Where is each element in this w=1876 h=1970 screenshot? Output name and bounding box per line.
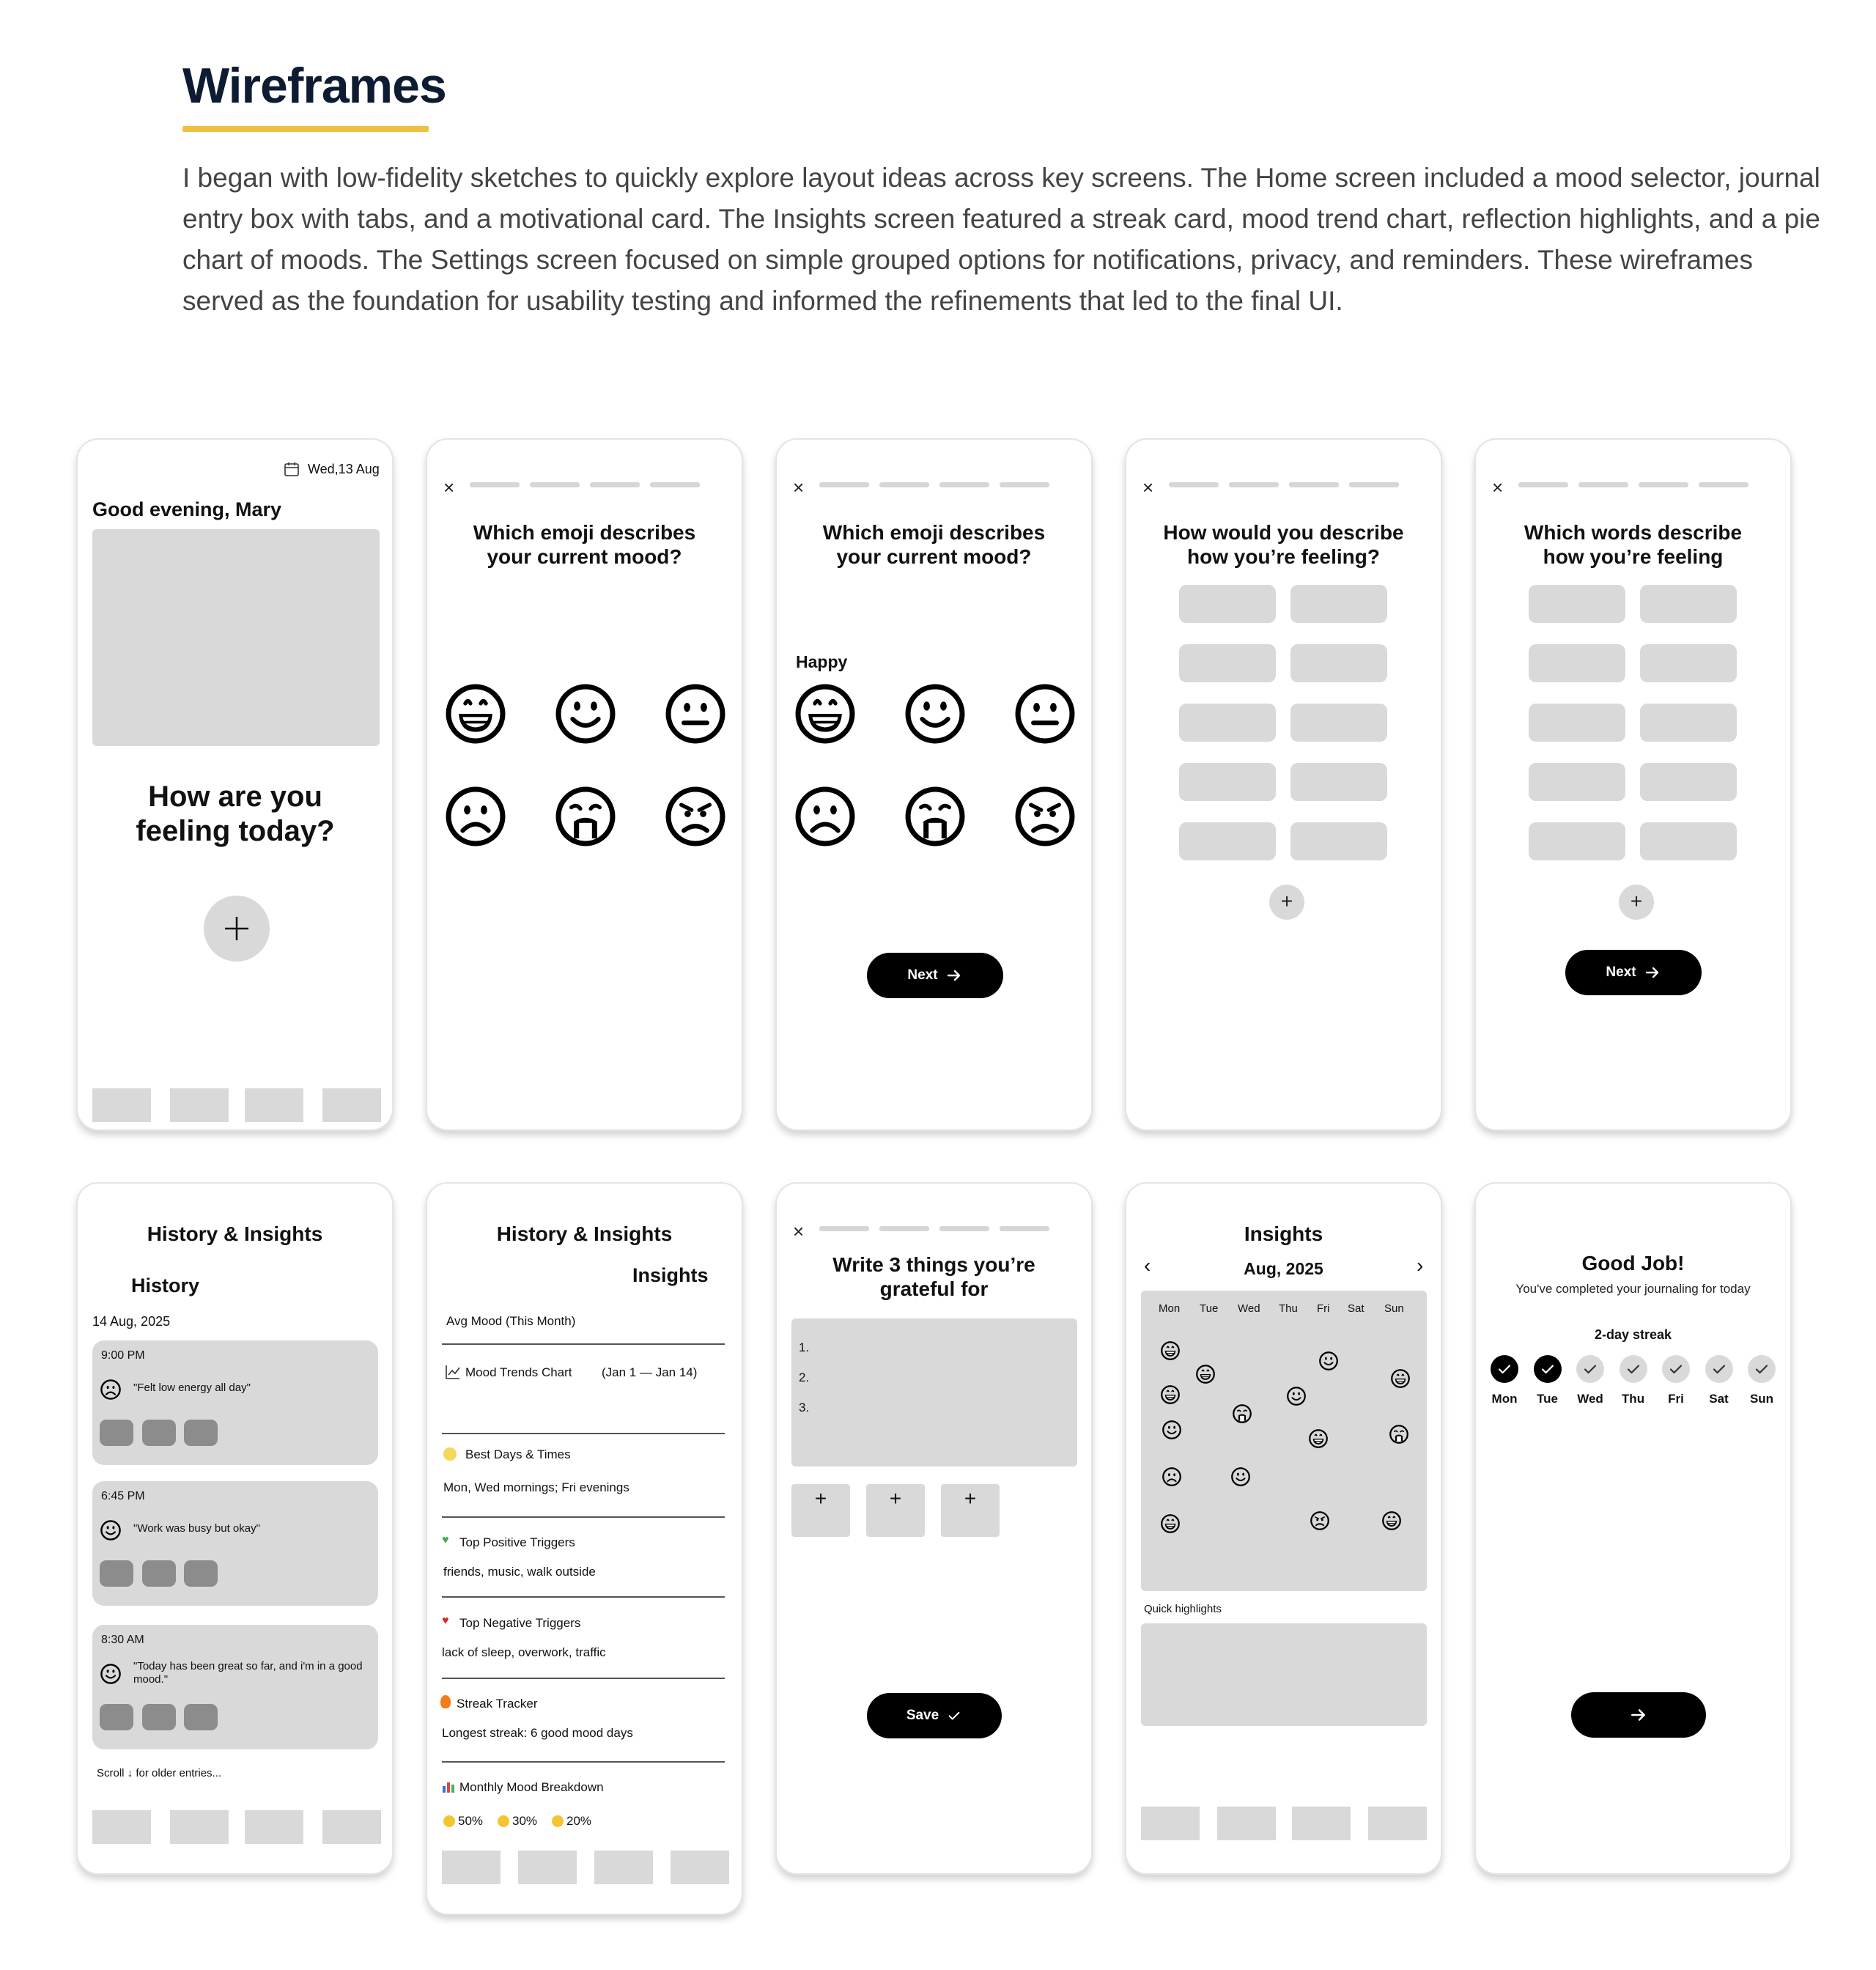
feeling-option[interactable] bbox=[1179, 585, 1276, 623]
check-icon bbox=[1539, 1360, 1556, 1378]
negative-value: lack of sleep, overwork, traffic bbox=[442, 1645, 606, 1659]
divider bbox=[442, 1343, 725, 1345]
entry-time: 8:30 AM bbox=[101, 1634, 144, 1646]
title-underline bbox=[182, 126, 429, 132]
home-greeting: Good evening, Mary bbox=[92, 498, 282, 520]
highlights-label: Quick highlights bbox=[1144, 1603, 1222, 1615]
close-icon[interactable]: × bbox=[1492, 476, 1504, 498]
wireframe-describe-feeling bbox=[1125, 438, 1442, 1131]
streak-label: Streak Tracker bbox=[457, 1697, 538, 1711]
divider bbox=[442, 1761, 725, 1763]
question-title: Which words describe how you’re feeling bbox=[1524, 521, 1743, 568]
red-heart-icon: ♥ bbox=[442, 1615, 449, 1627]
completion-title: Good Job! bbox=[1581, 1252, 1685, 1274]
history-date: 14 Aug, 2025 bbox=[92, 1314, 171, 1329]
plus-icon: + bbox=[964, 1487, 977, 1510]
green-heart-icon: ♥ bbox=[442, 1534, 449, 1546]
streak-day-circle bbox=[1620, 1355, 1647, 1383]
bar-chart-icon bbox=[442, 1780, 455, 1793]
streak-day-circle bbox=[1491, 1355, 1518, 1383]
check-icon bbox=[946, 1708, 962, 1724]
close-icon[interactable]: × bbox=[793, 476, 805, 498]
plus-icon[interactable]: + bbox=[1619, 885, 1654, 920]
add-entry-button[interactable] bbox=[204, 896, 270, 962]
progress-step bbox=[1578, 482, 1628, 487]
intro-paragraph: I began with low-fidelity sketches to quickly explore layout ideas across key screens. The Home screen included a mood selector, journal entry box with tabs, and a motivational card. The Insights screen featured a streak card, mood trend chart, reflection highlights, and a pie chart of moods. The Settings screen focused on simple grouped options for notifications, privacy, and reminders. These wireframes served as the foundation for usability testing and informed the refinements that led to the final UI. bbox=[182, 163, 1820, 316]
continue-button[interactable] bbox=[1571, 1692, 1706, 1738]
check-icon bbox=[1753, 1360, 1770, 1378]
angry-emoji-icon[interactable] bbox=[663, 784, 728, 849]
question-title: Write 3 things you’re grateful for bbox=[832, 1253, 1035, 1300]
grinning-emoji-icon[interactable] bbox=[1160, 1513, 1181, 1534]
progress-step bbox=[470, 482, 520, 487]
history-entry[interactable] bbox=[92, 1481, 378, 1606]
tag bbox=[142, 1704, 176, 1730]
tag bbox=[184, 1560, 218, 1587]
grinning-emoji-icon[interactable] bbox=[793, 682, 857, 746]
sad-emoji-icon[interactable] bbox=[443, 784, 508, 849]
feeling-option[interactable] bbox=[1290, 585, 1387, 623]
angry-emoji-icon[interactable] bbox=[1310, 1510, 1330, 1531]
progress-step bbox=[939, 482, 989, 487]
word-option[interactable] bbox=[1640, 822, 1737, 860]
progress-step bbox=[819, 482, 869, 487]
nav-tab[interactable] bbox=[1368, 1807, 1427, 1840]
grinning-emoji-icon[interactable] bbox=[1160, 1340, 1181, 1361]
tag bbox=[100, 1704, 133, 1730]
feeling-option[interactable] bbox=[1290, 822, 1387, 860]
scroll-hint: Scroll ↓ for older entries... bbox=[97, 1767, 222, 1779]
sad-emoji-icon bbox=[100, 1379, 122, 1401]
add-photo-button[interactable] bbox=[791, 1484, 850, 1537]
divider bbox=[442, 1433, 725, 1434]
nav-tab[interactable] bbox=[322, 1810, 381, 1844]
nav-tab[interactable] bbox=[170, 1810, 229, 1844]
nav-tab[interactable] bbox=[322, 1088, 381, 1122]
progress-step bbox=[590, 482, 640, 487]
nav-tab[interactable] bbox=[92, 1810, 151, 1844]
add-photo-button[interactable] bbox=[866, 1484, 925, 1537]
negative-label: Top Negative Triggers bbox=[459, 1616, 581, 1630]
check-icon bbox=[1625, 1360, 1642, 1378]
trend-label: Mood Trends Chart bbox=[465, 1365, 572, 1379]
angry-emoji-icon[interactable] bbox=[1013, 784, 1077, 849]
streak-day-label: Sun bbox=[1749, 1392, 1774, 1406]
add-photo-button[interactable] bbox=[941, 1484, 1000, 1537]
wireframe-emoji-selected bbox=[775, 438, 1093, 1131]
smiling-emoji-icon[interactable] bbox=[1230, 1467, 1251, 1487]
neutral-emoji-icon[interactable] bbox=[1013, 682, 1077, 746]
crying-emoji-icon[interactable] bbox=[1389, 1424, 1409, 1445]
breakdown-value: 50% bbox=[458, 1814, 484, 1828]
page-title: Wireframes bbox=[182, 58, 446, 114]
close-icon[interactable]: × bbox=[443, 476, 455, 498]
tag bbox=[100, 1560, 133, 1587]
best-days-value: Mon, Wed mornings; Fri evenings bbox=[443, 1480, 629, 1494]
feeling-option[interactable] bbox=[1290, 704, 1387, 742]
next-button[interactable]: Next bbox=[867, 953, 1003, 998]
streak-days bbox=[1476, 1351, 1790, 1424]
wireframe-calendar-insights bbox=[1125, 1182, 1442, 1875]
next-button[interactable]: Next bbox=[1565, 950, 1702, 995]
crying-emoji-icon[interactable] bbox=[903, 784, 967, 849]
plus-icon: + bbox=[814, 1487, 827, 1510]
highlights-card bbox=[1141, 1623, 1427, 1726]
word-option[interactable] bbox=[1529, 763, 1625, 801]
list-number: 2. bbox=[799, 1370, 810, 1384]
wireframe-emoji-select bbox=[426, 438, 743, 1131]
history-entry[interactable] bbox=[92, 1340, 378, 1465]
progress-step bbox=[1518, 482, 1568, 487]
divider bbox=[442, 1678, 725, 1679]
feeling-option[interactable] bbox=[1179, 822, 1276, 860]
check-icon bbox=[1496, 1360, 1513, 1378]
progress-step bbox=[1699, 482, 1748, 487]
nav-tab[interactable] bbox=[245, 1088, 303, 1122]
grinning-emoji-icon[interactable] bbox=[1390, 1368, 1411, 1389]
list-number: 3. bbox=[799, 1401, 810, 1414]
tag bbox=[184, 1420, 218, 1446]
question-title: Which emoji describes your current mood? bbox=[822, 521, 1046, 568]
streak-day-label: Sat bbox=[1709, 1392, 1729, 1406]
nav-tab[interactable] bbox=[671, 1851, 729, 1884]
breakdown-label: Monthly Mood Breakdown bbox=[459, 1780, 604, 1794]
arrow-right-icon bbox=[945, 967, 963, 984]
crying-emoji-icon[interactable] bbox=[553, 784, 618, 849]
smiling-emoji-icon[interactable] bbox=[903, 682, 967, 746]
chevron-right-icon[interactable]: › bbox=[1417, 1254, 1424, 1277]
weekday-label: Sat bbox=[1348, 1302, 1364, 1315]
nav-tab[interactable] bbox=[1292, 1807, 1351, 1840]
list-number: 1. bbox=[799, 1340, 810, 1354]
positive-label: Top Positive Triggers bbox=[459, 1535, 575, 1549]
word-option[interactable] bbox=[1529, 704, 1625, 742]
streak-day-label: Wed bbox=[1577, 1392, 1603, 1406]
nav-tab[interactable] bbox=[1141, 1807, 1200, 1840]
smiling-emoji-icon[interactable] bbox=[1162, 1420, 1182, 1440]
save-button[interactable]: Save bbox=[867, 1693, 1002, 1738]
wireframe-grateful bbox=[775, 1182, 1093, 1875]
screen-title: History & Insights bbox=[496, 1222, 673, 1245]
feeling-option[interactable] bbox=[1290, 644, 1387, 682]
trend-range: (Jan 1 — Jan 14) bbox=[602, 1365, 698, 1379]
plus-icon[interactable]: + bbox=[1269, 885, 1304, 920]
tag bbox=[142, 1560, 176, 1587]
nav-tab[interactable] bbox=[1217, 1807, 1276, 1840]
entry-text: "Work was busy but okay" bbox=[133, 1522, 260, 1535]
weekday-label: Thu bbox=[1279, 1302, 1298, 1315]
completion-subtitle: You've completed your journaling for today bbox=[1515, 1282, 1751, 1296]
divider bbox=[442, 1596, 725, 1598]
streak-day-circle bbox=[1534, 1355, 1562, 1383]
smiling-emoji-icon[interactable] bbox=[1286, 1386, 1307, 1406]
weekday-label: Mon bbox=[1159, 1302, 1181, 1315]
streak-day-circle bbox=[1662, 1355, 1690, 1383]
word-option[interactable] bbox=[1640, 704, 1737, 742]
history-entry[interactable] bbox=[92, 1625, 378, 1749]
progress-step bbox=[1000, 482, 1049, 487]
streak-day-circle bbox=[1705, 1355, 1733, 1383]
progress-step bbox=[1349, 482, 1399, 487]
check-icon bbox=[1667, 1360, 1685, 1378]
smiling-emoji-icon[interactable] bbox=[1318, 1351, 1339, 1371]
check-icon bbox=[1581, 1360, 1599, 1378]
streak-day-circle bbox=[1576, 1355, 1604, 1383]
close-icon[interactable]: × bbox=[1142, 476, 1154, 498]
entry-text: "Felt low energy all day" bbox=[133, 1381, 251, 1394]
word-option[interactable] bbox=[1640, 763, 1737, 801]
sad-emoji-icon[interactable] bbox=[1162, 1467, 1182, 1487]
wireframe-words bbox=[1474, 438, 1792, 1131]
feeling-option[interactable] bbox=[1179, 704, 1276, 742]
best-days-label: Best Days & Times bbox=[465, 1447, 571, 1461]
smiling-emoji-icon bbox=[100, 1519, 122, 1541]
weekday-label: Wed bbox=[1238, 1302, 1260, 1315]
entry-time: 9:00 PM bbox=[101, 1349, 145, 1362]
tag bbox=[142, 1420, 176, 1446]
wireframe-home bbox=[76, 438, 394, 1131]
check-icon bbox=[1710, 1360, 1728, 1378]
nav-tab[interactable] bbox=[442, 1851, 501, 1884]
word-option[interactable] bbox=[1640, 644, 1737, 682]
yellow-emoji-icon bbox=[552, 1815, 564, 1827]
streak-day-label: Thu bbox=[1621, 1392, 1645, 1406]
tag bbox=[184, 1704, 218, 1730]
mood-calendar bbox=[1141, 1291, 1427, 1591]
streak-label: 2-day streak bbox=[1594, 1327, 1672, 1342]
word-option[interactable] bbox=[1640, 585, 1737, 623]
weekday-label: Fri bbox=[1317, 1302, 1330, 1315]
nav-tab[interactable] bbox=[245, 1810, 303, 1844]
progress-step bbox=[530, 482, 580, 487]
month-label: Aug, 2025 bbox=[1244, 1259, 1323, 1278]
nav-tab[interactable] bbox=[518, 1851, 577, 1884]
progress-step bbox=[1229, 482, 1279, 487]
grinning-emoji-icon[interactable] bbox=[1160, 1384, 1181, 1405]
section-title: Insights bbox=[632, 1264, 709, 1286]
feeling-option[interactable] bbox=[1290, 763, 1387, 801]
yellow-dot-icon bbox=[443, 1447, 457, 1461]
streak-day-label: Tue bbox=[1537, 1392, 1558, 1406]
grinning-emoji-icon[interactable] bbox=[1195, 1364, 1216, 1384]
positive-value: friends, music, walk outside bbox=[443, 1565, 596, 1579]
grateful-input[interactable] bbox=[791, 1318, 1077, 1467]
streak-day-label: Mon bbox=[1491, 1392, 1518, 1406]
breakdown-value: 30% bbox=[512, 1814, 538, 1828]
fire-icon bbox=[440, 1695, 451, 1708]
plus-icon: + bbox=[889, 1487, 902, 1510]
weekday-label: Tue bbox=[1200, 1302, 1219, 1315]
nav-tab[interactable] bbox=[92, 1088, 151, 1122]
section-title: History bbox=[131, 1274, 200, 1296]
chart-icon bbox=[445, 1364, 461, 1380]
chevron-left-icon[interactable]: ‹ bbox=[1144, 1254, 1151, 1277]
selected-mood-label: Happy bbox=[796, 652, 848, 671]
grinning-emoji-icon[interactable] bbox=[1308, 1428, 1329, 1449]
question-title: Which emoji describes your current mood? bbox=[473, 521, 696, 568]
calendar-icon bbox=[283, 460, 300, 478]
word-option[interactable] bbox=[1529, 644, 1625, 682]
feeling-option[interactable] bbox=[1179, 763, 1276, 801]
yellow-emoji-icon bbox=[443, 1815, 455, 1827]
wireframe-insights-list bbox=[426, 1182, 743, 1915]
word-option[interactable] bbox=[1529, 585, 1625, 623]
progress-step bbox=[1289, 482, 1339, 487]
entry-text: "Today has been great so far, and i'm in a good mood." bbox=[133, 1660, 363, 1686]
breakdown-value: 20% bbox=[566, 1814, 592, 1828]
grinning-emoji-icon[interactable] bbox=[443, 682, 508, 746]
progress-step bbox=[1639, 482, 1688, 487]
progress-step bbox=[879, 482, 929, 487]
divider bbox=[442, 1516, 725, 1518]
question-title: How would you describe how you’re feeling? bbox=[1163, 521, 1404, 568]
screen-title: Insights bbox=[1244, 1222, 1323, 1245]
streak-day-circle bbox=[1748, 1355, 1776, 1383]
yellow-emoji-icon bbox=[498, 1815, 509, 1827]
home-date: Wed,13 Aug bbox=[308, 462, 380, 476]
progress-step bbox=[1000, 1226, 1049, 1231]
progress-step bbox=[819, 1226, 869, 1231]
progress-step bbox=[1169, 482, 1219, 487]
arrow-right-icon bbox=[1644, 964, 1661, 981]
avg-mood-label: Avg Mood (This Month) bbox=[446, 1314, 576, 1328]
streak-day-label: Fri bbox=[1668, 1392, 1684, 1406]
motivational-card bbox=[92, 529, 380, 746]
entry-time: 6:45 PM bbox=[101, 1490, 145, 1502]
close-icon[interactable]: × bbox=[793, 1220, 805, 1242]
streak-value: Longest streak: 6 good mood days bbox=[442, 1726, 633, 1740]
grinning-emoji-icon[interactable] bbox=[1381, 1510, 1402, 1531]
home-prompt: How are you feeling today? bbox=[136, 781, 335, 847]
wireframe-history bbox=[76, 1182, 394, 1875]
progress-step bbox=[879, 1226, 929, 1231]
word-option[interactable] bbox=[1529, 822, 1625, 860]
plus-icon bbox=[224, 915, 250, 942]
sad-emoji-icon[interactable] bbox=[793, 784, 857, 849]
arrow-right-icon bbox=[1629, 1705, 1648, 1724]
nav-tab[interactable] bbox=[594, 1851, 653, 1884]
progress-step bbox=[650, 482, 700, 487]
neutral-emoji-icon[interactable] bbox=[663, 682, 728, 746]
screen-title: History & Insights bbox=[147, 1222, 323, 1245]
nav-tab[interactable] bbox=[170, 1088, 229, 1122]
feeling-option[interactable] bbox=[1179, 644, 1276, 682]
smiling-emoji-icon[interactable] bbox=[553, 682, 618, 746]
weekday-label: Sun bbox=[1384, 1302, 1404, 1315]
crying-emoji-icon[interactable] bbox=[1232, 1403, 1252, 1424]
smiling-emoji-icon bbox=[100, 1663, 122, 1685]
progress-step bbox=[939, 1226, 989, 1231]
tag bbox=[100, 1420, 133, 1446]
wireframe-completion bbox=[1474, 1182, 1792, 1875]
